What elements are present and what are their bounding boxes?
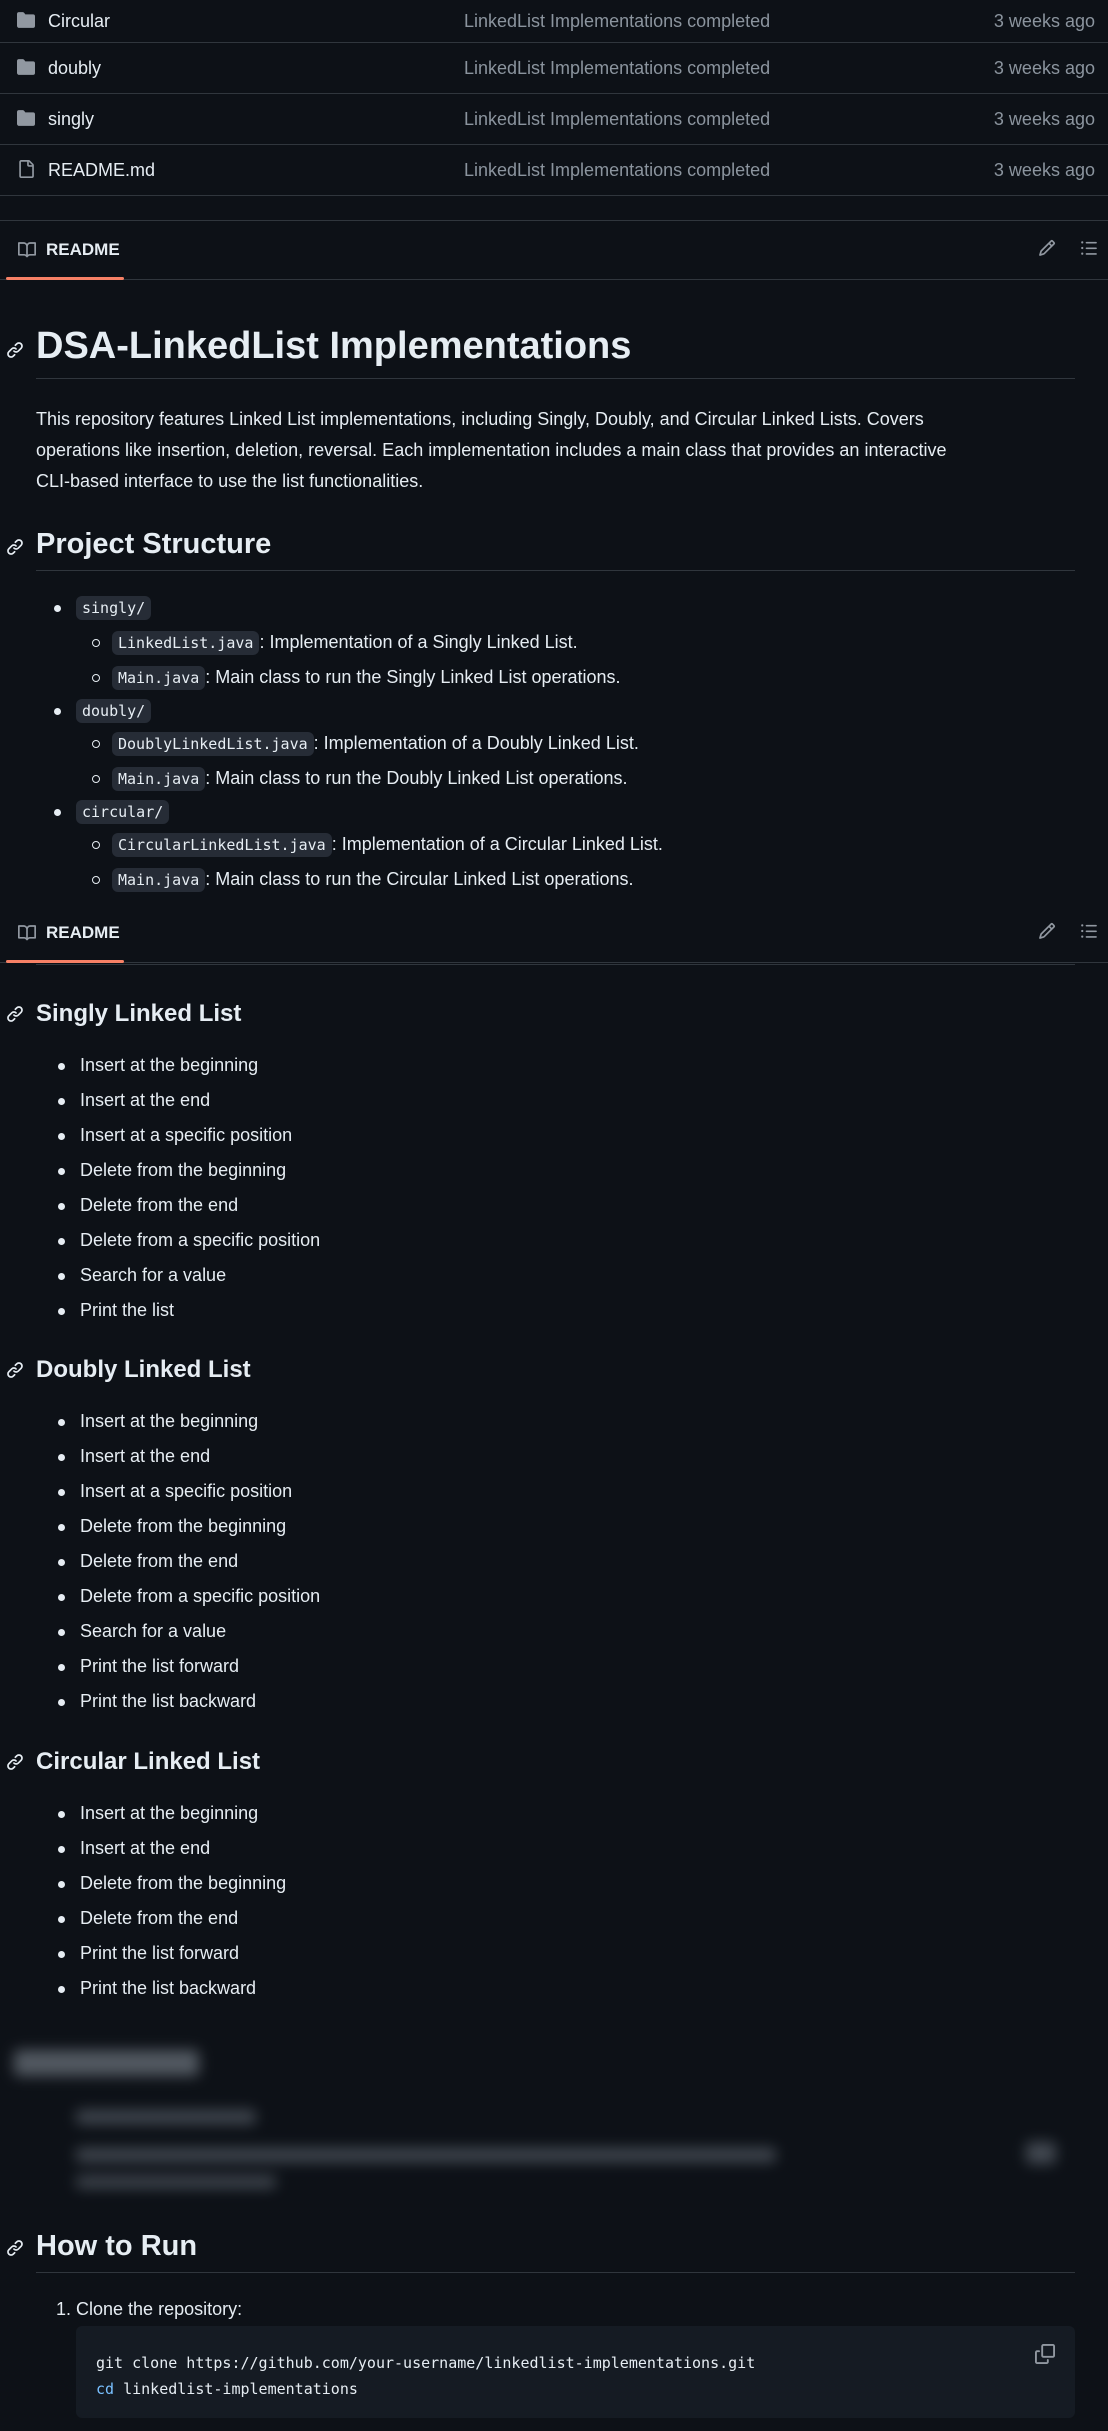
file-desc: : Implementation of a Doubly Linked List.: [313, 733, 639, 753]
step-number: 1.: [56, 2299, 77, 2319]
doubly-list: [40, 1404, 320, 1719]
file-table: [0, 0, 1108, 196]
file-row-readme[interactable]: [0, 145, 1108, 196]
file-code: Main.java: [112, 666, 205, 690]
list-item: Insert at the end: [40, 1831, 286, 1866]
heading-text: Doubly Linked List: [36, 1356, 251, 1383]
dir-code: doubly/: [76, 699, 151, 723]
heading-divider: [36, 2272, 1075, 2273]
file-desc: : Implementation of a Circular Linked List.: [331, 834, 663, 854]
readme-tab[interactable]: [6, 221, 124, 279]
list-item: Insert at a specific position: [40, 1474, 320, 1509]
dir-code: circular/: [76, 800, 169, 824]
readme-title-block: [36, 322, 1075, 379]
circular-heading: [36, 1744, 260, 1780]
readme-tab-label: README: [46, 240, 120, 259]
list-item: Delete from the end: [40, 1901, 286, 1936]
pencil-icon[interactable]: [1038, 239, 1056, 257]
list-item: Delete from the beginning: [40, 1509, 320, 1544]
file-row-doubly[interactable]: [0, 43, 1108, 94]
blurred-icon: [1026, 2142, 1056, 2164]
file-desc: : Implementation of a Singly Linked List.: [259, 632, 578, 652]
list-item: Print the list forward: [40, 1936, 286, 1971]
step-item: [56, 2294, 242, 2324]
code-content: [76, 2326, 1075, 2402]
file-code: LinkedList.java: [112, 631, 259, 655]
list-item: Insert at the end: [40, 1439, 320, 1474]
commit-date: 3 weeks ago: [993, 10, 1095, 31]
readme-header: [0, 220, 1108, 280]
heading-text: Singly Linked List: [36, 1000, 242, 1027]
list-item: [36, 590, 1076, 625]
step-text: Clone the repository:: [76, 2299, 243, 2319]
book-icon: [18, 241, 36, 259]
file-row-circular[interactable]: [0, 0, 1108, 43]
file-row-singly[interactable]: [0, 94, 1108, 145]
structure-list: [36, 590, 1076, 897]
list-item: Search for a value: [40, 1258, 320, 1293]
list-icon[interactable]: [1080, 239, 1098, 257]
list-item: Print the list: [40, 1293, 320, 1328]
list-item: Delete from the end: [40, 1544, 320, 1579]
list-item: Insert at the end: [40, 1083, 320, 1118]
copy-icon[interactable]: [1035, 2344, 1055, 2364]
list-item: Insert at the beginning: [40, 1048, 320, 1083]
divider: [36, 964, 1075, 965]
list-item: Search for a value: [40, 1614, 320, 1649]
intro-paragraph: [36, 404, 1076, 497]
intro-line: This repository features Linked List implementations, including Singly, Doubly, and Circular Linked Lists. Covers: [36, 409, 924, 429]
readme-tools: [1038, 922, 1098, 940]
code-command: cd: [96, 2380, 115, 2398]
readme-header-sticky: [0, 904, 1108, 963]
list-item: [36, 862, 1076, 897]
section-heading: [36, 524, 1075, 570]
list-item: [36, 660, 1076, 695]
commit-message[interactable]: LinkedList Implementations completed: [464, 159, 771, 180]
list-item: [36, 625, 1076, 660]
link-icon[interactable]: [6, 341, 24, 359]
readme-tab-label: README: [46, 923, 120, 942]
how-to-run-block: [36, 2224, 1075, 2273]
list-icon[interactable]: [1080, 922, 1098, 940]
intro-line: operations like insertion, deletion, reversal. Each implementation includes a main class that provides an interactive: [36, 440, 947, 460]
commit-date: 3 weeks ago: [993, 108, 1095, 129]
file-name[interactable]: doubly: [48, 57, 102, 78]
book-icon: [18, 924, 36, 942]
commit-date: 3 weeks ago: [993, 57, 1095, 78]
list-item: Insert at a specific position: [40, 1118, 320, 1153]
heading-divider: [36, 570, 1075, 571]
section-heading: [36, 2224, 1075, 2272]
singly-list: [40, 1048, 320, 1328]
link-icon[interactable]: [6, 1361, 24, 1379]
list-item: Print the list backward: [40, 1971, 286, 2006]
blurred-section: [0, 2030, 1108, 2210]
folder-icon: [16, 58, 36, 76]
file-name[interactable]: singly: [48, 108, 95, 129]
list-item: Delete from a specific position: [40, 1223, 320, 1258]
list-item: [36, 827, 1076, 862]
list-item: Print the list forward: [40, 1649, 320, 1684]
file-code: DoublyLinkedList.java: [112, 732, 314, 756]
list-item: [36, 695, 1076, 726]
code-block: [76, 2326, 1075, 2418]
tab-underline: [6, 277, 124, 280]
doubly-heading: [36, 1352, 251, 1388]
code-argument: linkedlist-implementations: [114, 2380, 358, 2398]
file-name[interactable]: README.md: [48, 159, 156, 180]
file-code: CircularLinkedList.java: [112, 833, 332, 857]
circular-list: [40, 1796, 286, 2006]
file-desc: : Main class to run the Singly Linked List operations.: [205, 667, 621, 687]
project-structure-heading-block: [36, 524, 1075, 571]
file-code: Main.java: [112, 767, 205, 791]
title-text: DSA-LinkedList Implementations: [36, 325, 632, 367]
heading-text: How to Run: [36, 2230, 198, 2262]
folder-icon: [16, 109, 36, 127]
commit-message[interactable]: LinkedList Implementations completed: [464, 108, 771, 129]
file-code: Main.java: [112, 868, 205, 892]
title-divider: [36, 378, 1075, 379]
blurred-line: [76, 2110, 256, 2124]
readme-tab[interactable]: [6, 904, 124, 962]
list-item: Print the list backward: [40, 1684, 320, 1719]
blurred-line: [76, 2148, 776, 2162]
intro-line: CLI-based interface to use the list functionalities.: [36, 471, 424, 491]
list-item: [36, 796, 1076, 827]
list-item: Delete from the end: [40, 1188, 320, 1223]
file-name[interactable]: Circular: [48, 10, 111, 31]
heading-text: Circular Linked List: [36, 1748, 261, 1775]
commit-date: 3 weeks ago: [993, 159, 1095, 180]
file-desc: : Main class to run the Circular Linked List operations.: [205, 869, 634, 889]
list-item: Delete from the beginning: [40, 1153, 320, 1188]
link-icon[interactable]: [6, 538, 24, 556]
list-item: Insert at the beginning: [40, 1796, 286, 1831]
blurred-heading: [14, 2050, 199, 2076]
page-title: [36, 322, 1075, 378]
list-item: [36, 761, 1076, 796]
dir-code: singly/: [76, 596, 151, 620]
heading-text: Project Structure: [36, 528, 272, 560]
code-line: git clone https://github.com/your-username/linkedlist-implementations.git: [96, 2354, 756, 2372]
list-item: Insert at the beginning: [40, 1404, 320, 1439]
commit-message[interactable]: LinkedList Implementations completed: [464, 10, 771, 31]
link-icon[interactable]: [6, 1005, 24, 1023]
readme-tools: [1038, 239, 1098, 257]
commit-message[interactable]: LinkedList Implementations completed: [464, 57, 771, 78]
link-icon[interactable]: [6, 1753, 24, 1771]
tab-underline: [6, 960, 124, 963]
singly-heading: [36, 996, 241, 1032]
link-icon[interactable]: [6, 2239, 24, 2257]
file-desc: : Main class to run the Doubly Linked List operations.: [205, 768, 628, 788]
pencil-icon[interactable]: [1038, 922, 1056, 940]
blurred-line: [76, 2176, 276, 2188]
folder-icon: [16, 11, 36, 29]
list-item: Delete from a specific position: [40, 1579, 320, 1614]
list-item: Delete from the beginning: [40, 1866, 286, 1901]
file-icon: [16, 160, 36, 178]
list-item: [36, 726, 1076, 761]
